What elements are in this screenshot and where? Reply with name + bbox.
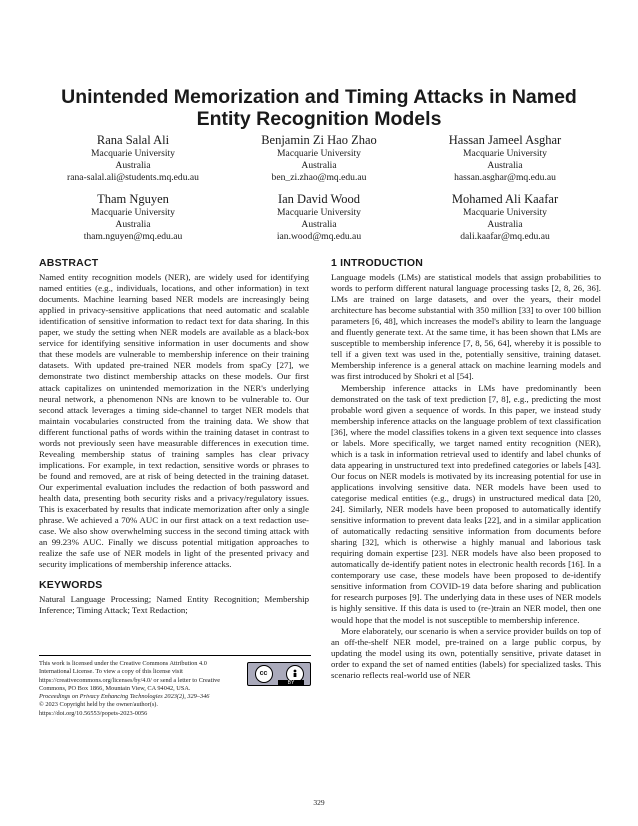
copyright-line: © 2023 Copyright held by the owner/author(s). bbox=[39, 701, 158, 709]
author-affiliation: Macquarie University bbox=[91, 207, 175, 218]
intro-paragraph: More elaborately, our scenario is when a service provider builds on top of an off-the-shelf NER model, pre-trained on a large public corpus, by updating the model using its own, potentially sensitive, private dataset in order to expand the set of named entities (labels) for specialized tasks. This scenario reflects real-world use of NER bbox=[331, 625, 601, 680]
author-country: Australia bbox=[115, 219, 151, 230]
page-number: 329 bbox=[313, 798, 325, 807]
author-email[interactable]: hassan.asghar@mq.edu.au bbox=[454, 172, 556, 183]
author-block bbox=[40, 192, 226, 243]
author-country: Australia bbox=[301, 160, 337, 171]
right-column bbox=[331, 258, 601, 681]
by-label: BY bbox=[278, 680, 304, 686]
cc-by-license-icon[interactable] bbox=[247, 662, 311, 686]
author-email[interactable]: rana-salal.ali@students.mq.edu.au bbox=[67, 172, 199, 183]
author-name: Benjamin Zi Hao Zhao bbox=[261, 133, 377, 147]
doi-link[interactable]: https://doi.org/10.56553/popets-2023-0056 bbox=[39, 709, 148, 717]
author-affiliation: Macquarie University bbox=[463, 148, 547, 159]
author-block bbox=[40, 133, 226, 184]
author-block bbox=[412, 133, 598, 184]
cc-icon: cc bbox=[255, 665, 273, 683]
proceedings-line: Proceedings on Privacy Enhancing Technologies 2023(2), 329–346 bbox=[39, 693, 210, 701]
author-email[interactable]: tham.nguyen@mq.edu.au bbox=[83, 231, 183, 242]
author-affiliation: Macquarie University bbox=[277, 148, 361, 159]
abstract-text: Named entity recognition models (NER), are widely used for identifying named entities (e.g., individuals, locations, and other information) in text documents. Machine learning based NER models are increasingly being applied in privacy-sensitive applications that need automatic and scalable identification of sensitive information to redact text for data sharing. In this paper, we study the setting when NER models are available as a black-box service for identifying sensitive information in user documents and show that these models are vulnerable to membership inference on their training datasets. With updated pre-trained NER models from spaCy [27], we demonstrate two distinct membership attacks on these models. Our first attack capitalizes on unintended memorization in the NER's underlying neural network, a phenomenon NNs are known to be vulnerable to. Our second attack leverages a timing side-channel to target NER models that maintain vocabularies constructed from the training data. We show that different functional paths of words within the training dataset in contrast to words not previously seen have measurable differences in execution time. Revealing membership status of training samples has clear privacy implications. For example, in text redaction, sensitive words or phrases to be found and removed, are at risk of being detected in the training dataset. Our experimental evaluation includes the redaction of both password and health data, presenting both security risks and a privacy/regulatory issues. This is exacerbated by results that indicate memorization after only a single phrase. We achieved a 70% AUC in our first attack on a text redaction use-case. We also show overwhelming success in the second timing attack with an 99.23% AUC. Finally we discuss potential mitigation approaches to realize the safe use of NER models in light of the presented privacy and security implications of membership inference attacks. bbox=[39, 272, 309, 570]
author-country: Australia bbox=[115, 160, 151, 171]
author-name: Tham Nguyen bbox=[97, 192, 169, 206]
left-column bbox=[39, 258, 309, 616]
author-name: Ian David Wood bbox=[277, 192, 361, 206]
author-name: Rana Salal Ali bbox=[96, 133, 170, 147]
intro-paragraph: Membership inference attacks in LMs have predominantly been demonstrated on the task of text prediction [7, 8], e.g., predicting the most probable word given a sequence of words. In this paper, we instead study membership inference attacks on the language problem of text classification [36], where the model classifies tokens in a given text sequence into classes or labels. More specifically, we target named entity recognition (NER), which is a task in information retrieval used to identify and label chunks of data appearing in unstructured text into predefined categories or labels [43]. Our focus on NER models is motivated by its increasing potential for use in applications involving sensitive data. NER models have been used to categorise medical entities (e.g., drugs) in unstructured medical data [20, 24]. Similarly, NER models have been proposed to automatically identify sensitive information to prevent data leaks [22], and in a similar application of automatically redacting sensitive information from documents before sharing [32], which is otherwise a highly manual and laborious task requiring domain expertise [23]. NER models have also been proposed to automatically de-identify patient notes in electronic health records [16]. In a contemporary use case, these models have been proposed to de-identify sensitive information from COVID-19 data before sharing and publication for research purposes [9]. The underlying data in these uses of NER models is highly sensitive. If this data is used to (re-)train an NER model, then one would hope that the model is not susceptible to membership inference. bbox=[331, 382, 601, 625]
author-affiliation: Macquarie University bbox=[91, 148, 175, 159]
author-email[interactable]: ben_zi.zhao@mq.edu.au bbox=[271, 172, 367, 183]
author-email[interactable]: ian.wood@mq.edu.au bbox=[276, 231, 362, 242]
introduction-heading: 1 INTRODUCTION bbox=[331, 257, 424, 269]
author-name: Hassan Jameel Asghar bbox=[448, 133, 562, 147]
author-country: Australia bbox=[301, 219, 337, 230]
keywords-heading: KEYWORDS bbox=[39, 579, 103, 592]
intro-paragraph: Language models (LMs) are statistical models that assign probabilities to words to perform different natural language processing tasks [2, 8, 26, 36]. LMs are trained on large datasets, and over the years, their model architecture has become substantial with 350 million [33] to over 100 billion parameters [6, 48], which increases the model's ability to learn the language and fluently generate text. At the same time, it has been shown that LMs are susceptible to membership inference [7, 8, 56, 64], whereby it is possible to tell if a given text was used in the, potentially sensitive, training dataset. Membership inference is a general attack on machine learning models and was first introduced by Shokri et al [54]. bbox=[331, 272, 601, 382]
author-block bbox=[226, 192, 412, 243]
author-name: Mohamed Ali Kaafar bbox=[451, 192, 559, 206]
author-country: Australia bbox=[487, 219, 523, 230]
license-footnote bbox=[39, 655, 311, 718]
license-text: This work is licensed under the Creative Commons Attribution 4.0 International License. To view a copy of this license visit https://creativecommons.org/licenses/by/4.0/ or send a letter to Creative Commons, PO Box 1866, Mountain View, CA 94042, USA. bbox=[39, 660, 221, 692]
abstract-heading: ABSTRACT bbox=[39, 257, 99, 269]
author-email[interactable]: dali.kaafar@mq.edu.au bbox=[460, 231, 550, 242]
author-list bbox=[40, 133, 598, 243]
author-affiliation: Macquarie University bbox=[277, 207, 361, 218]
author-country: Australia bbox=[487, 160, 523, 171]
author-affiliation: Macquarie University bbox=[463, 207, 547, 218]
keywords-text: Natural Language Processing; Named Entity Recognition; Membership Inference; Timing Attack; Text Redaction; bbox=[39, 594, 309, 616]
paper-title: Unintended Memorization and Timing Attacks in Named Entity Recognition Models bbox=[61, 86, 577, 130]
author-block bbox=[226, 133, 412, 184]
author-block bbox=[412, 192, 598, 243]
